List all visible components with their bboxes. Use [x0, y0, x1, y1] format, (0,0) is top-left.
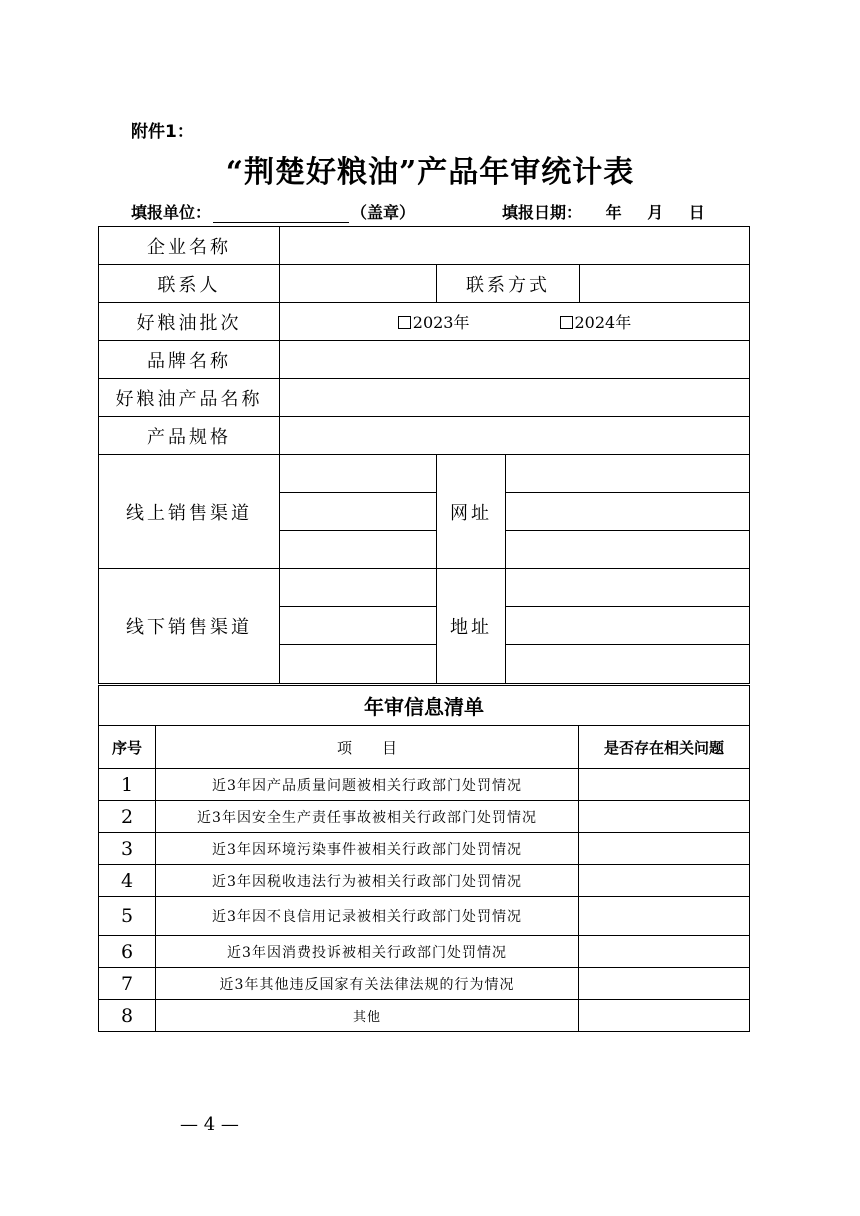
- basic-info-table: [98, 226, 750, 684]
- table-row: [99, 801, 750, 833]
- row-answer-field[interactable]: [579, 801, 750, 833]
- contact-person-label: 联系人: [99, 265, 280, 303]
- row-number: 7: [99, 968, 156, 1000]
- offline-channel-label: 线下销售渠道: [99, 569, 280, 684]
- batch-options: [280, 303, 750, 341]
- review-section-title: 年审信息清单: [99, 686, 750, 726]
- checkbox-icon: [398, 316, 411, 329]
- online-channel-field[interactable]: [280, 531, 437, 569]
- offline-channel-field[interactable]: [280, 645, 437, 684]
- row-item: 其他: [156, 1000, 579, 1032]
- fill-unit-row: [131, 200, 415, 223]
- batch-option-2023[interactable]: 2023年: [398, 313, 470, 332]
- attachment-label: 附件1：: [131, 122, 194, 142]
- spec-label: 产品规格: [99, 417, 280, 455]
- row-answer-field[interactable]: [579, 865, 750, 897]
- row-item: 近3年因环境污染事件被相关行政部门处罚情况: [156, 833, 579, 865]
- offline-channel-field[interactable]: [280, 569, 437, 607]
- contact-person-field[interactable]: [280, 265, 437, 303]
- row-number: 3: [99, 833, 156, 865]
- table-row: [99, 968, 750, 1000]
- row-item: 近3年因安全生产责任事故被相关行政部门处罚情况: [156, 801, 579, 833]
- row-number: 6: [99, 936, 156, 968]
- brand-label: 品牌名称: [99, 341, 280, 379]
- row-item: 近3年因税收违法行为被相关行政部门处罚情况: [156, 865, 579, 897]
- product-name-field[interactable]: [280, 379, 750, 417]
- online-channel-field[interactable]: [280, 455, 437, 493]
- row-item: 近3年因不良信用记录被相关行政部门处罚情况: [156, 897, 579, 936]
- col-item-header: 项 目: [156, 726, 579, 769]
- company-name-label: 企业名称: [99, 227, 280, 265]
- address-field[interactable]: [506, 607, 750, 645]
- month-label: 月: [647, 203, 664, 222]
- online-channel-field[interactable]: [280, 493, 437, 531]
- fill-date-row: [502, 200, 705, 223]
- batch-option-2024[interactable]: 2024年: [560, 313, 632, 332]
- address-field[interactable]: [506, 569, 750, 607]
- row-answer-field[interactable]: [579, 833, 750, 865]
- website-field[interactable]: [506, 455, 750, 493]
- seal-label: （盖章）: [351, 203, 416, 222]
- col-no-header: 序号: [99, 726, 156, 769]
- product-name-label: 好粮油产品名称: [99, 379, 280, 417]
- row-answer-field[interactable]: [579, 897, 750, 936]
- year-label: 年: [605, 203, 622, 222]
- address-label: 地址: [437, 569, 506, 684]
- row-number: 5: [99, 897, 156, 936]
- website-field[interactable]: [506, 531, 750, 569]
- table-row: [99, 936, 750, 968]
- row-answer-field[interactable]: [579, 968, 750, 1000]
- table-row: [99, 769, 750, 801]
- spec-field[interactable]: [280, 417, 750, 455]
- col-question-header: 是否存在相关问题: [579, 726, 750, 769]
- fill-unit-label: 填报单位：: [131, 203, 212, 222]
- checkbox-icon: [560, 316, 573, 329]
- address-field[interactable]: [506, 645, 750, 684]
- offline-channel-field[interactable]: [280, 607, 437, 645]
- table-row: [99, 833, 750, 865]
- row-number: 1: [99, 769, 156, 801]
- brand-field[interactable]: [280, 341, 750, 379]
- page-title: “荆楚好粮油”产品年审统计表: [225, 155, 635, 190]
- row-item: 近3年其他违反国家有关法律法规的行为情况: [156, 968, 579, 1000]
- row-item: 近3年因产品质量问题被相关行政部门处罚情况: [156, 769, 579, 801]
- fill-unit-input[interactable]: [213, 206, 349, 223]
- online-channel-label: 线上销售渠道: [99, 455, 280, 569]
- website-label: 网址: [437, 455, 506, 569]
- review-table: [98, 685, 750, 1032]
- contact-method-field[interactable]: [580, 265, 750, 303]
- row-number: 8: [99, 1000, 156, 1032]
- row-number: 4: [99, 865, 156, 897]
- website-field[interactable]: [506, 493, 750, 531]
- fill-date-label: 填报日期：: [502, 203, 583, 222]
- row-answer-field[interactable]: [579, 936, 750, 968]
- table-row: [99, 1000, 750, 1032]
- row-answer-field[interactable]: [579, 1000, 750, 1032]
- row-answer-field[interactable]: [579, 769, 750, 801]
- day-label: 日: [688, 203, 705, 222]
- batch-label: 好粮油批次: [99, 303, 280, 341]
- table-row: [99, 865, 750, 897]
- table-row: [99, 897, 750, 936]
- row-number: 2: [99, 801, 156, 833]
- page-number: — 4 —: [180, 1114, 239, 1135]
- contact-method-label: 联系方式: [437, 265, 580, 303]
- company-name-field[interactable]: [280, 227, 750, 265]
- row-item: 近3年因消费投诉被相关行政部门处罚情况: [156, 936, 579, 968]
